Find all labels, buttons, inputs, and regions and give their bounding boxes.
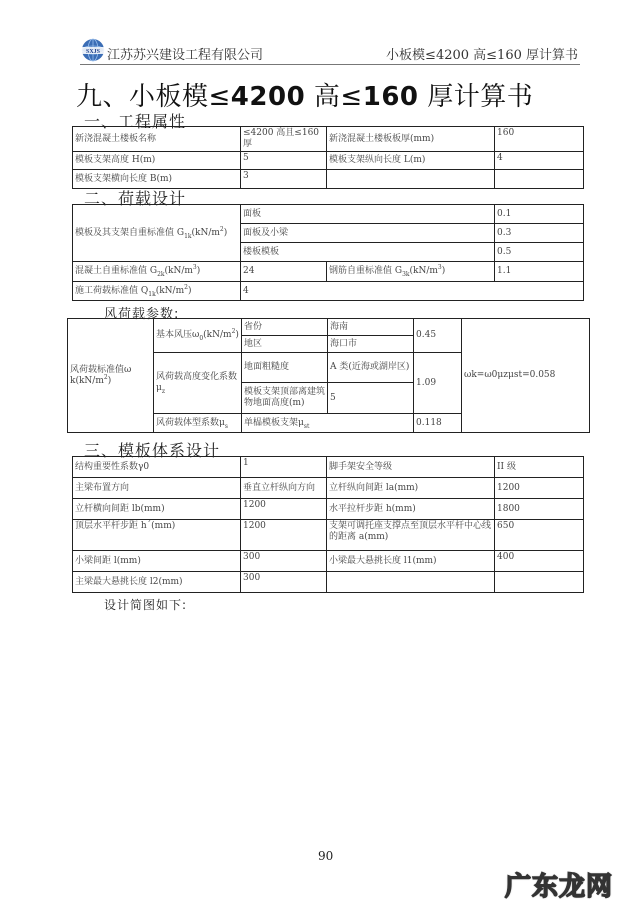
cell-label: 主梁布置方向: [73, 478, 241, 499]
region-value: 海口市: [328, 336, 414, 353]
section-heading-load: 二、荷载设计: [84, 189, 187, 208]
table-row: [73, 499, 584, 520]
table-row: [73, 551, 584, 572]
cell-value: 300: [241, 551, 327, 572]
g2k-value: 24: [241, 262, 327, 282]
cell-label: 顶层水平杆步距 h´(mm): [73, 520, 241, 551]
page-number: 90: [318, 849, 334, 863]
roughness-label: 地面粗糙度: [242, 353, 328, 383]
cell-value: 1200: [241, 520, 327, 551]
table-row: [73, 282, 584, 301]
load-design-table: [72, 204, 584, 301]
cell-value: 1800: [495, 499, 584, 520]
cell-value: [495, 572, 584, 593]
shape-coef-label: 风荷载体型系数$\mu_s$: [154, 414, 242, 433]
cell-label: 模板支架高度 H(m): [73, 152, 241, 170]
watermark-logo: 广东龙网: [505, 872, 614, 902]
single-frame-label: 单榀模板支架$\mu_{st}$: [242, 414, 414, 433]
company-logo-icon: [80, 38, 106, 62]
cell-label: 结构重要性系数γ0: [73, 457, 241, 478]
height-coef-value: 1.09: [414, 353, 462, 414]
header-doc-title: 小板模≤4200 高≤160 厚计算书: [386, 48, 578, 63]
cell-label: 新浇混凝土楼板板厚(mm): [327, 127, 495, 152]
province-value: 海南: [328, 319, 414, 336]
table-row: [73, 572, 584, 593]
table-row: [73, 478, 584, 499]
g1k-item-name: 面板及小梁: [241, 224, 495, 243]
region-label: 地区: [242, 336, 328, 353]
cell-value: 160: [495, 127, 584, 152]
cell-label: 模板支架横向长度 B(m): [73, 170, 241, 189]
cell-value: 5: [241, 152, 327, 170]
cell-value: 1: [241, 457, 327, 478]
top-height-label: 模板支架顶部离建筑物地面高度(m): [242, 383, 328, 414]
height-coef-label: 风荷载高度变化系数$\mu_z$: [154, 353, 242, 414]
table-row: [73, 152, 584, 170]
province-label: 省份: [242, 319, 328, 336]
company-name: 江苏苏兴建设工程有限公司: [107, 48, 264, 63]
g3k-value: 1.1: [495, 262, 584, 282]
cell-label: 立杆横向间距 lb(mm): [73, 499, 241, 520]
q1k-value: 4: [241, 282, 584, 301]
q1k-label: 施工荷载标准值 $Q_{1k}(kN/m^2)$: [73, 282, 241, 301]
section-heading-formwork: 三、模板体系设计: [84, 441, 221, 460]
table-row: [73, 127, 584, 152]
g1k-item-name: 楼板模板: [241, 243, 495, 262]
wind-load-table: [67, 318, 590, 433]
g3k-label: 钢筋自重标准值 $G_{3k}(kN/m^3)$: [327, 262, 495, 282]
cell-label: 小梁间距 l(mm): [73, 551, 241, 572]
cell-label: 脚手架安全等级: [327, 457, 495, 478]
cell-label: 小梁最大悬挑长度 l1(mm): [327, 551, 495, 572]
cell-value: II 级: [495, 457, 584, 478]
wind-formula: ωk=ω0μzμst=0.058: [462, 319, 590, 433]
table-row: [73, 205, 584, 224]
cell-value: 1200: [241, 499, 327, 520]
cell-label: 新浇混凝土楼板名称: [73, 127, 241, 152]
page-title: 九、小板模≤4200 高≤160 厚计算书: [76, 82, 534, 112]
g2k-label: 混凝土自重标准值 $G_{2k}(kN/m^3)$: [73, 262, 241, 282]
cell-label: [327, 572, 495, 593]
g1k-item-value: 0.3: [495, 224, 584, 243]
cell-label: [327, 170, 495, 189]
basic-wind-label: 基本风压$\omega_0(kN/m^2)$: [154, 319, 242, 353]
table-row: [73, 262, 584, 282]
cell-label: 水平拉杆步距 h(mm): [327, 499, 495, 520]
cell-value: 400: [495, 551, 584, 572]
formwork-design-table: [72, 456, 584, 593]
g1k-label: 模板及其支架自重标准值 $G_{1k}(kN/m^2)$: [73, 205, 241, 262]
basic-wind-value: 0.45: [414, 319, 462, 353]
g1k-item-value: 0.1: [495, 205, 584, 224]
cell-label: 主梁最大悬挑长度 l2(mm): [73, 572, 241, 593]
logo-text: SXJS: [85, 48, 101, 55]
cell-value: ≤4200 高且≤160 厚: [241, 127, 327, 152]
design-diagram-label: 设计简图如下:: [104, 598, 188, 612]
cell-value: 3: [241, 170, 327, 189]
cell-value: 4: [495, 152, 584, 170]
cell-value: 300: [241, 572, 327, 593]
top-height-value: 5: [328, 383, 414, 414]
g1k-item-value: 0.5: [495, 243, 584, 262]
table-row: [73, 457, 584, 478]
section-heading-engineering: 一、工程属性: [84, 112, 187, 131]
table-row: [68, 319, 590, 336]
cell-label: 模板支架纵向长度 L(m): [327, 152, 495, 170]
table-row: [73, 520, 584, 551]
page-header: [80, 36, 580, 65]
shape-coef-value: 0.118: [414, 414, 462, 433]
g1k-item-name: 面板: [241, 205, 495, 224]
wind-params-label: 风荷载参数:: [104, 307, 180, 322]
cell-value: 650: [495, 520, 584, 551]
roughness-value: A 类(近海或湖岸区): [328, 353, 414, 383]
cell-label: 立杆纵向间距 la(mm): [327, 478, 495, 499]
engineering-properties-table: [72, 126, 584, 189]
cell-value: [495, 170, 584, 189]
cell-label: 支架可调托座支撑点至顶层水平杆中心线的距离 a(mm): [327, 520, 495, 551]
cell-value: 1200: [495, 478, 584, 499]
cell-value: 垂直立杆纵向方向: [241, 478, 327, 499]
wind-std-label: 风荷载标准值ω $k(kN/m^2)$: [68, 319, 154, 433]
